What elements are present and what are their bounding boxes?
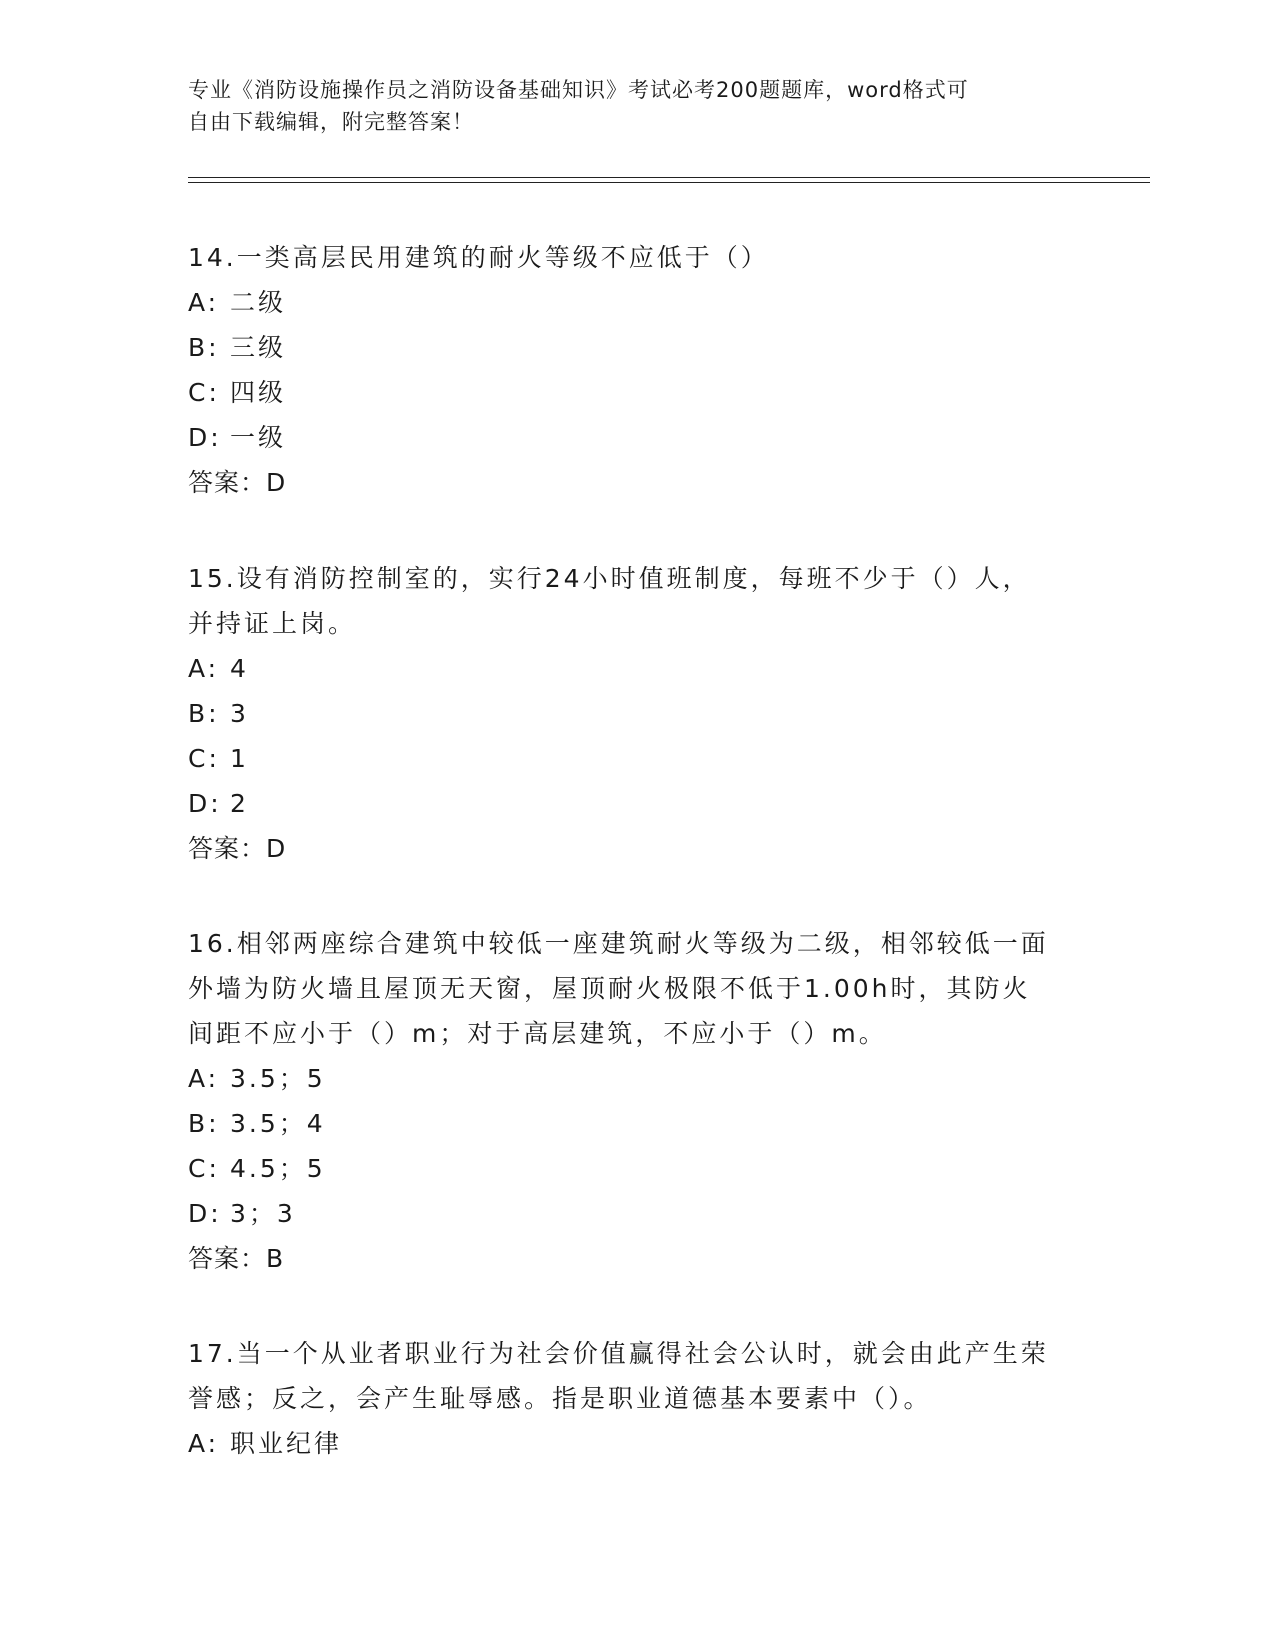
option-text: 3；3 xyxy=(230,1199,296,1228)
question-stem: 誉感；反之，会产生耻辱感。指是职业道德基本要素中（）。 xyxy=(188,1384,932,1413)
option-b xyxy=(188,691,1088,736)
option-a xyxy=(188,280,1088,325)
option-text: 二级 xyxy=(230,288,287,317)
option-text: 1 xyxy=(230,744,249,773)
option-d xyxy=(188,415,1088,460)
option-key: D: xyxy=(188,423,222,452)
option-key: B: xyxy=(188,699,220,728)
option-c xyxy=(188,370,1088,415)
option-text: 三级 xyxy=(230,333,287,362)
option-b xyxy=(188,325,1088,370)
option-key: A: xyxy=(188,288,220,317)
option-d xyxy=(188,781,1088,826)
option-key: B: xyxy=(188,1109,220,1138)
option-text: 一级 xyxy=(230,423,287,452)
header-line-1: 专业《消防设施操作员之消防设备基础知识》考试必考200题题库，word格式可 xyxy=(188,78,969,102)
question-stem: 外墙为防火墙且屋顶无天窗，屋顶耐火极限不低于1.00h时，其防火 xyxy=(188,974,1031,1003)
question-15 xyxy=(188,556,1088,871)
option-key: A: xyxy=(188,1429,220,1458)
option-key: C: xyxy=(188,378,220,407)
answer-line: 答案：D xyxy=(188,834,287,863)
option-a xyxy=(188,646,1088,691)
option-key: D: xyxy=(188,1199,222,1228)
question-16 xyxy=(188,921,1088,1281)
option-key: A: xyxy=(188,1064,220,1093)
option-a xyxy=(188,1421,1088,1466)
option-c xyxy=(188,1146,1088,1191)
option-key: C: xyxy=(188,1154,220,1183)
question-stem: 并持证上岗。 xyxy=(188,609,357,638)
option-text: 4 xyxy=(230,654,249,683)
question-14 xyxy=(188,235,1088,505)
answer-line: 答案：B xyxy=(188,1244,285,1273)
question-stem: 17.当一个从业者职业行为社会价值赢得社会公认时，就会由此产生荣 xyxy=(188,1339,1049,1368)
option-key: D: xyxy=(188,789,222,818)
option-a xyxy=(188,1056,1088,1101)
question-stem: 14.一类高层民用建筑的耐火等级不应低于（） xyxy=(188,243,769,272)
option-b xyxy=(188,1101,1088,1146)
option-text: 四级 xyxy=(230,378,287,407)
option-text: 3.5；4 xyxy=(230,1109,326,1138)
header-divider-bottom xyxy=(188,182,1150,183)
option-text: 4.5；5 xyxy=(230,1154,326,1183)
answer-line: 答案：D xyxy=(188,468,287,497)
option-text: 3 xyxy=(230,699,249,728)
option-key: B: xyxy=(188,333,220,362)
option-text: 3.5；5 xyxy=(230,1064,326,1093)
question-17 xyxy=(188,1331,1088,1466)
header-line-2: 自由下载编辑，附完整答案！ xyxy=(188,110,474,134)
document-header xyxy=(188,74,1068,138)
option-key: C: xyxy=(188,744,220,773)
option-c xyxy=(188,736,1088,781)
option-text: 职业纪律 xyxy=(230,1429,343,1458)
option-d xyxy=(188,1191,1088,1236)
option-text: 2 xyxy=(230,789,249,818)
header-divider-top xyxy=(188,177,1150,178)
question-stem: 间距不应小于（）m；对于高层建筑，不应小于（）m。 xyxy=(188,1019,887,1048)
question-stem: 16.相邻两座综合建筑中较低一座建筑耐火等级为二级，相邻较低一面 xyxy=(188,929,1049,958)
option-key: A: xyxy=(188,654,220,683)
question-stem: 15.设有消防控制室的，实行24小时值班制度，每班不少于（）人， xyxy=(188,564,1031,593)
